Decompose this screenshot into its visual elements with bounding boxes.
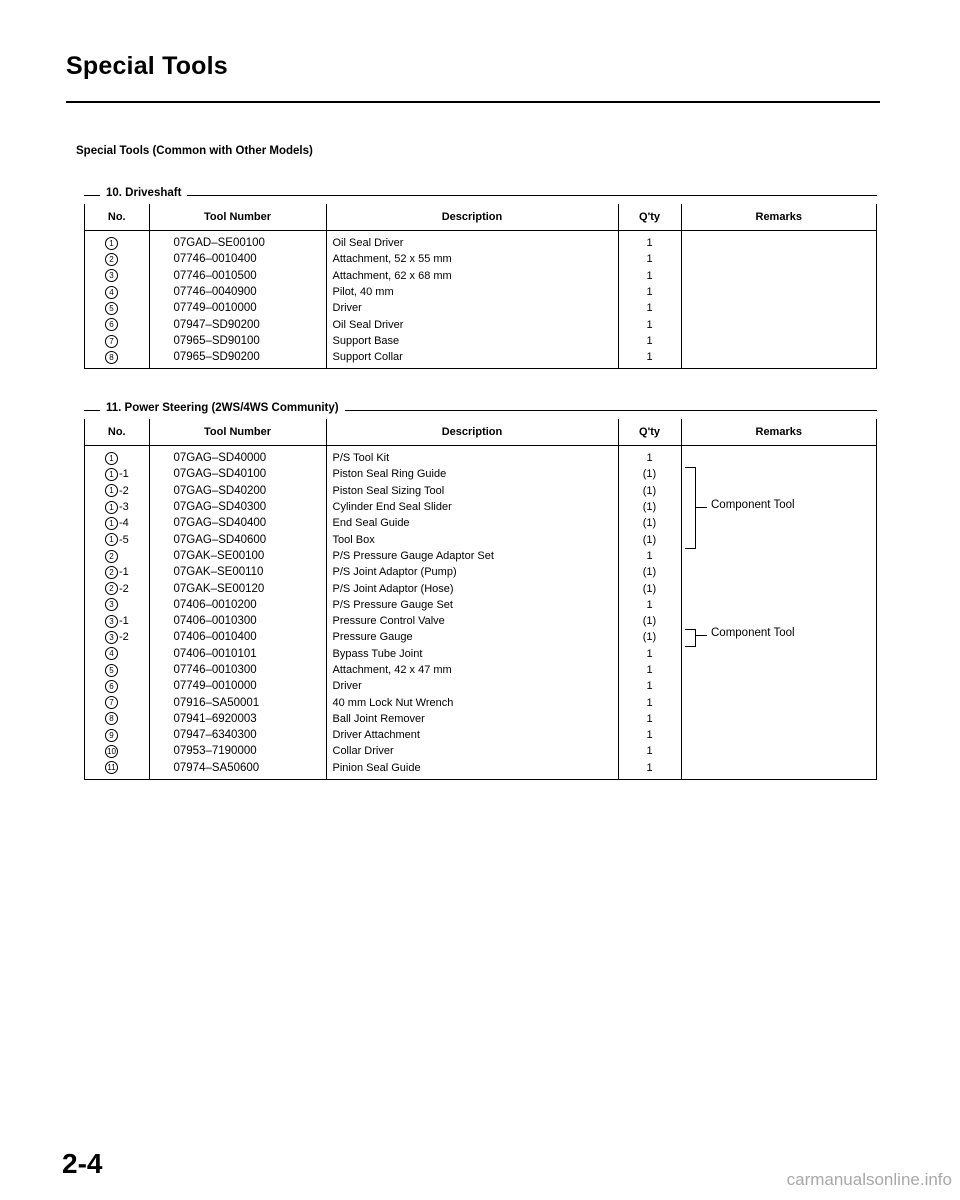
item-number xyxy=(85,613,149,629)
tool-description: Driver Attachment xyxy=(326,727,618,743)
tool-remarks xyxy=(681,760,876,779)
tool-quantity: 1 xyxy=(618,446,681,467)
section-heading-bar xyxy=(84,186,877,204)
item-number xyxy=(85,597,149,613)
item-number xyxy=(85,727,149,743)
col-no: No. xyxy=(85,419,149,446)
tool-quantity: 1 xyxy=(618,333,681,349)
tool-description: End Seal Guide xyxy=(326,515,618,531)
circled-number: 8 xyxy=(105,351,118,364)
item-number xyxy=(85,316,149,332)
tool-quantity: (1) xyxy=(618,515,681,531)
tool-remarks xyxy=(681,349,876,368)
col-no: No. xyxy=(85,204,149,231)
col-qty: Q'ty xyxy=(618,204,681,231)
tool-description: Bypass Tube Joint xyxy=(326,646,618,662)
tool-remarks xyxy=(681,300,876,316)
tool-remarks xyxy=(681,515,876,531)
table-row xyxy=(85,284,876,300)
item-suffix: -1 xyxy=(119,468,129,481)
tool-description: P/S Tool Kit xyxy=(326,446,618,467)
item-number xyxy=(85,629,149,645)
tool-quantity: (1) xyxy=(618,613,681,629)
section-heading-bar xyxy=(84,401,877,419)
circled-number: 5 xyxy=(105,302,118,315)
title-rule xyxy=(66,101,880,103)
col-remarks: Remarks xyxy=(681,204,876,231)
tool-quantity: 1 xyxy=(618,231,681,252)
tool-remarks xyxy=(681,662,876,678)
tool-remarks xyxy=(681,597,876,613)
tool-number: 07406–0010200 xyxy=(149,597,326,613)
tool-remarks xyxy=(681,316,876,332)
tool-quantity: (1) xyxy=(618,564,681,580)
item-suffix: -5 xyxy=(119,533,129,546)
item-number xyxy=(85,711,149,727)
component-tool-label-2: Component Tool xyxy=(711,627,795,639)
item-number xyxy=(85,446,149,467)
table-row xyxy=(85,548,876,564)
table-row xyxy=(85,251,876,267)
driveshaft-section xyxy=(84,186,877,369)
circled-number: 1 xyxy=(105,517,118,530)
tool-description: Ball Joint Remover xyxy=(326,711,618,727)
tool-remarks xyxy=(681,466,876,482)
table-row xyxy=(85,483,876,499)
heading-rule-right xyxy=(187,195,877,196)
tool-description: Pilot, 40 mm xyxy=(326,284,618,300)
tool-quantity: (1) xyxy=(618,580,681,596)
tool-quantity: (1) xyxy=(618,483,681,499)
circled-number: 6 xyxy=(105,318,118,331)
power-steering-section xyxy=(84,401,877,780)
circled-number: 1 xyxy=(105,501,118,514)
tool-description: P/S Pressure Gauge Adaptor Set xyxy=(326,548,618,564)
tool-quantity: 1 xyxy=(618,316,681,332)
tool-quantity: (1) xyxy=(618,629,681,645)
tool-description: 40 mm Lock Nut Wrench xyxy=(326,694,618,710)
tool-remarks xyxy=(681,531,876,547)
circled-number: 4 xyxy=(105,286,118,299)
tool-description: Pinion Seal Guide xyxy=(326,760,618,779)
item-number xyxy=(85,662,149,678)
col-description: Description xyxy=(326,204,618,231)
col-remarks: Remarks xyxy=(681,419,876,446)
item-number xyxy=(85,499,149,515)
circled-number: 1 xyxy=(105,452,118,465)
page-title: Special Tools xyxy=(66,52,228,80)
tool-description: Attachment, 52 x 55 mm xyxy=(326,251,618,267)
table-row xyxy=(85,300,876,316)
tool-quantity: 1 xyxy=(618,251,681,267)
tool-number: 07GAD–SE00100 xyxy=(149,231,326,252)
item-number xyxy=(85,231,149,252)
tool-number: 07974–SA50600 xyxy=(149,760,326,779)
tool-remarks xyxy=(681,580,876,596)
driveshaft-table xyxy=(85,204,876,368)
table-row xyxy=(85,597,876,613)
table-row xyxy=(85,268,876,284)
circled-number: 2 xyxy=(105,253,118,266)
item-suffix: -1 xyxy=(119,615,129,628)
tool-remarks xyxy=(681,711,876,727)
table-row xyxy=(85,727,876,743)
item-number xyxy=(85,678,149,694)
power-steering-table-frame xyxy=(84,419,877,780)
tool-description: Cylinder End Seal Slider xyxy=(326,499,618,515)
item-number xyxy=(85,251,149,267)
col-tool-number: Tool Number xyxy=(149,204,326,231)
item-number xyxy=(85,466,149,482)
tool-quantity: (1) xyxy=(618,499,681,515)
col-qty: Q'ty xyxy=(618,419,681,446)
circled-number: 4 xyxy=(105,647,118,660)
tool-quantity: 1 xyxy=(618,548,681,564)
tool-description: Piston Seal Sizing Tool xyxy=(326,483,618,499)
tool-description: Support Collar xyxy=(326,349,618,368)
tool-number: 07GAG–SD40000 xyxy=(149,446,326,467)
tool-description: Pressure Gauge xyxy=(326,629,618,645)
tool-quantity: (1) xyxy=(618,531,681,547)
tool-remarks xyxy=(681,743,876,759)
circled-number: 8 xyxy=(105,712,118,725)
item-suffix: -2 xyxy=(119,631,129,644)
table-header-row xyxy=(85,204,876,231)
table-row xyxy=(85,678,876,694)
circled-number: 10 xyxy=(105,745,118,758)
tool-quantity: 1 xyxy=(618,711,681,727)
circled-number: 2 xyxy=(105,582,118,595)
table-row xyxy=(85,349,876,368)
tool-description: Driver xyxy=(326,300,618,316)
power-steering-table xyxy=(85,419,876,779)
circled-number: 6 xyxy=(105,680,118,693)
circled-number: 5 xyxy=(105,664,118,677)
tool-quantity: 1 xyxy=(618,678,681,694)
component-bracket-1-tick xyxy=(695,507,707,508)
item-number xyxy=(85,531,149,547)
item-number xyxy=(85,515,149,531)
item-number xyxy=(85,548,149,564)
heading-rule-left xyxy=(84,410,100,411)
circled-number: 1 xyxy=(105,533,118,546)
tool-remarks xyxy=(681,646,876,662)
heading-rule-left xyxy=(84,195,100,196)
circled-number: 11 xyxy=(105,761,118,774)
table-row xyxy=(85,316,876,332)
tool-description: Support Base xyxy=(326,333,618,349)
col-description: Description xyxy=(326,419,618,446)
page-subtitle: Special Tools (Common with Other Models) xyxy=(76,145,313,157)
tool-number: 07GAK–SE00100 xyxy=(149,548,326,564)
tool-number: 07947–6340300 xyxy=(149,727,326,743)
table-row xyxy=(85,646,876,662)
circled-number: 7 xyxy=(105,696,118,709)
heading-rule-right xyxy=(345,410,877,411)
circled-number: 3 xyxy=(105,615,118,628)
circled-number: 3 xyxy=(105,269,118,282)
item-number xyxy=(85,743,149,759)
circled-number: 2 xyxy=(105,566,118,579)
tool-number: 07GAG–SD40600 xyxy=(149,531,326,547)
circled-number: 3 xyxy=(105,631,118,644)
watermark: carmanualsonline.info xyxy=(786,1170,952,1189)
tool-remarks xyxy=(681,678,876,694)
tool-quantity: 1 xyxy=(618,743,681,759)
driveshaft-table-frame xyxy=(84,204,877,369)
tool-number: 07746–0010300 xyxy=(149,662,326,678)
item-number xyxy=(85,580,149,596)
item-number xyxy=(85,564,149,580)
tool-remarks xyxy=(681,727,876,743)
section-heading: 11. Power Steering (2WS/4WS Community) xyxy=(106,402,343,414)
table-row xyxy=(85,333,876,349)
table-row xyxy=(85,466,876,482)
tool-description: Collar Driver xyxy=(326,743,618,759)
tool-description: P/S Pressure Gauge Set xyxy=(326,597,618,613)
item-number xyxy=(85,268,149,284)
table-row xyxy=(85,446,876,467)
component-bracket-2 xyxy=(685,629,696,647)
table-header-row xyxy=(85,419,876,446)
tool-number: 07GAK–SE00110 xyxy=(149,564,326,580)
tool-quantity: 1 xyxy=(618,646,681,662)
table-row xyxy=(85,711,876,727)
tool-quantity: 1 xyxy=(618,268,681,284)
circled-number: 1 xyxy=(105,484,118,497)
item-number xyxy=(85,333,149,349)
tool-description: Tool Box xyxy=(326,531,618,547)
tool-number: 07947–SD90200 xyxy=(149,316,326,332)
item-number xyxy=(85,483,149,499)
item-number xyxy=(85,284,149,300)
circled-number: 1 xyxy=(105,237,118,250)
item-number xyxy=(85,760,149,779)
item-suffix: -1 xyxy=(119,566,129,579)
tool-remarks xyxy=(681,483,876,499)
tool-remarks xyxy=(681,268,876,284)
tool-number: 07GAG–SD40100 xyxy=(149,466,326,482)
table-row xyxy=(85,662,876,678)
tool-quantity: 1 xyxy=(618,694,681,710)
table-row xyxy=(85,515,876,531)
tool-number: 07406–0010300 xyxy=(149,613,326,629)
tool-quantity: 1 xyxy=(618,284,681,300)
table-row xyxy=(85,694,876,710)
tool-quantity: 1 xyxy=(618,662,681,678)
table-row xyxy=(85,580,876,596)
tool-description: Attachment, 42 x 47 mm xyxy=(326,662,618,678)
table-row xyxy=(85,564,876,580)
item-suffix: -3 xyxy=(119,501,129,514)
tool-number: 07406–0010101 xyxy=(149,646,326,662)
tool-quantity: 1 xyxy=(618,727,681,743)
item-number xyxy=(85,694,149,710)
tool-quantity: (1) xyxy=(618,466,681,482)
tool-quantity: 1 xyxy=(618,760,681,779)
component-tool-label-1: Component Tool xyxy=(711,499,795,511)
item-number xyxy=(85,646,149,662)
circled-number: 7 xyxy=(105,335,118,348)
tool-number: 07746–0040900 xyxy=(149,284,326,300)
tool-remarks xyxy=(681,548,876,564)
table-row xyxy=(85,743,876,759)
circled-number: 3 xyxy=(105,598,118,611)
tool-remarks xyxy=(681,694,876,710)
tool-description: Pressure Control Valve xyxy=(326,613,618,629)
tool-number: 07406–0010400 xyxy=(149,629,326,645)
page-number: 2-4 xyxy=(62,1148,103,1179)
tool-number: 07746–0010500 xyxy=(149,268,326,284)
tool-number: 07749–0010000 xyxy=(149,678,326,694)
table-row xyxy=(85,760,876,779)
item-suffix: -2 xyxy=(119,484,129,497)
tool-number: 07953–7190000 xyxy=(149,743,326,759)
tool-remarks xyxy=(681,231,876,252)
table-row xyxy=(85,231,876,252)
tool-quantity: 1 xyxy=(618,349,681,368)
item-number xyxy=(85,349,149,368)
section-heading: 10. Driveshaft xyxy=(106,187,185,199)
tool-number: 07965–SD90100 xyxy=(149,333,326,349)
tool-number: 07GAK–SE00120 xyxy=(149,580,326,596)
tool-description: Oil Seal Driver xyxy=(326,231,618,252)
tool-description: Oil Seal Driver xyxy=(326,316,618,332)
tool-number: 07GAG–SD40400 xyxy=(149,515,326,531)
tool-number: 07GAG–SD40300 xyxy=(149,499,326,515)
tool-description: P/S Joint Adaptor (Hose) xyxy=(326,580,618,596)
tool-number: 07941–6920003 xyxy=(149,711,326,727)
tool-number: 07965–SD90200 xyxy=(149,349,326,368)
tool-description: P/S Joint Adaptor (Pump) xyxy=(326,564,618,580)
tool-remarks xyxy=(681,564,876,580)
tool-description: Piston Seal Ring Guide xyxy=(326,466,618,482)
tool-remarks xyxy=(681,333,876,349)
tool-number: 07746–0010400 xyxy=(149,251,326,267)
tool-number: 07916–SA50001 xyxy=(149,694,326,710)
tool-remarks xyxy=(681,284,876,300)
circled-number: 2 xyxy=(105,550,118,563)
tool-number: 07GAG–SD40200 xyxy=(149,483,326,499)
item-suffix: -4 xyxy=(119,517,129,530)
table-row xyxy=(85,531,876,547)
item-number xyxy=(85,300,149,316)
circled-number: 1 xyxy=(105,468,118,481)
component-bracket-2-tick xyxy=(695,635,707,636)
circled-number: 9 xyxy=(105,729,118,742)
tool-number: 07749–0010000 xyxy=(149,300,326,316)
tool-quantity: 1 xyxy=(618,597,681,613)
tool-quantity: 1 xyxy=(618,300,681,316)
tool-remarks xyxy=(681,446,876,467)
tool-description: Attachment, 62 x 68 mm xyxy=(326,268,618,284)
tool-remarks xyxy=(681,251,876,267)
col-tool-number: Tool Number xyxy=(149,419,326,446)
item-suffix: -2 xyxy=(119,582,129,595)
tool-description: Driver xyxy=(326,678,618,694)
